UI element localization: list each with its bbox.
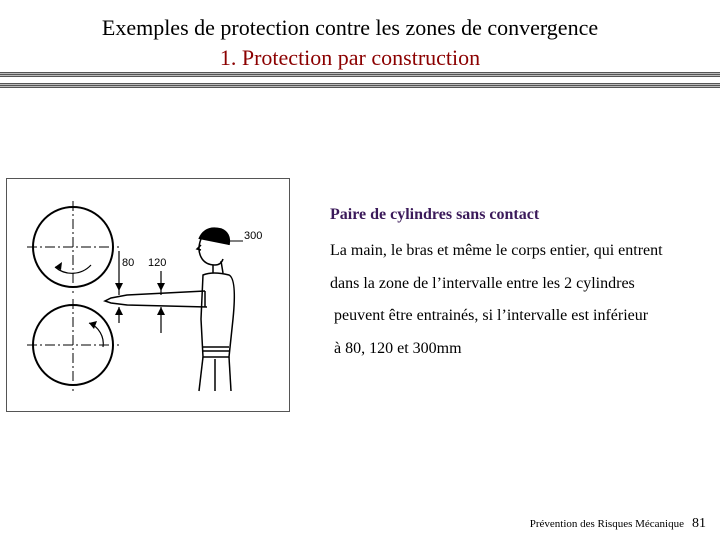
description-heading: Paire de cylindres sans contact — [330, 206, 540, 223]
dimension-label-80: 80 — [122, 257, 135, 269]
header-divider-bottom — [0, 83, 720, 88]
slide-subtitle: 1. Protection par construction — [219, 45, 481, 70]
description-line-4: à 80, 120 et 300mm — [334, 340, 462, 357]
lower-rotation-arrow — [89, 323, 103, 347]
person-figure — [105, 228, 234, 391]
dimension-label-120: 120 — [148, 257, 167, 269]
footer-label: Prévention des Risques Mécanique — [529, 518, 684, 530]
description-line-3: peuvent être entrainés, si l’intervalle est inférieur — [334, 307, 649, 324]
dimension-label-300: 300 — [244, 230, 263, 242]
slide-footer — [530, 516, 706, 532]
description-line-2: dans la zone de l’intervalle entre les 2 cylindres — [330, 275, 635, 292]
page-number: 81 — [692, 516, 706, 531]
cylinder-diagram — [7, 179, 291, 413]
slide-title: Exemples de protection contre les zones de convergence — [101, 15, 599, 40]
description-line-1: La main, le bras et même le corps entier, qui entrent — [330, 242, 663, 259]
header-divider-top — [0, 72, 720, 77]
cylinder-illustration — [6, 178, 290, 412]
